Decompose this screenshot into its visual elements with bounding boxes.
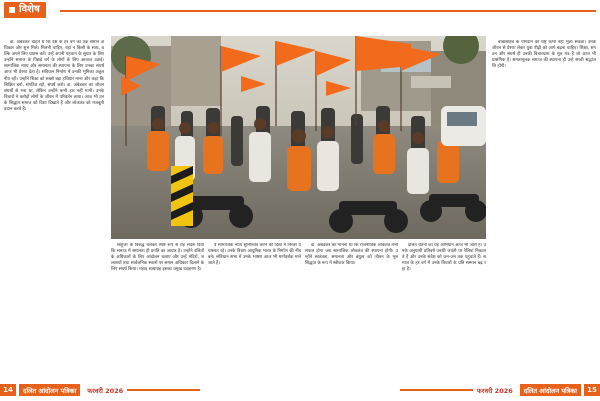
column-1-text: डा. अंबेडकर चाहते थे कि देश के हर वर्ग को एक समान अधिकार और शुभ मिले। मिलनी चाहिए, वहां न किसी के साथ, बल्कि अपने लिए प्रयास करें। उन्हें अपनी पहचान के सुधार के लिए उन्होंने समाज के पिछड़े वर्ग के लोगों के लिए आवाज उठाई। सामाजिक न्याय और समानता की स्थापना के लिए उनका संघर्ष आज भी प्रेरणा देता है। संविधान निर्माण में उनकी भूमिका अतुलनीय रही। उन्होंने शिक्षा को सबसे बड़ा हथियार माना और कहा कि शिक्षित बनो, संगठित रहो, संघर्ष करो। डा. अंबेडकर का जीवन संघर्षों से भरा था, लेकिन उन्होंने कभी हार नहीं मानी। उनके विचारों ने करोड़ों लोगों के जीवन में परिवर्तन लाया। आज भी उनके सिद्धांत समाज को दिशा दिखाते हैं और लोकतंत्र को मजबूती प्रदान करते हैं। (4, 40, 104, 113)
text-column-6 (492, 40, 596, 376)
column-3-text: वे सामाजिक न्याय सुनिश्चित करने की दिशा में निरंतर प्रयासरत रहे। उनके विचार आधुनिक भारत के निर्माण की नींव बने। संविधान सभा में उनके भाषण आज भी मार्गदर्शक माने जाते हैं। (208, 243, 301, 267)
column-4-text: डा. अंबेडकर का मानना था कि राजनीतिक लोकतंत्र तभी सफल होगा जब सामाजिक लोकतंत्र की स्थापना होगी। उन्होंने स्वतंत्रता, समानता और बंधुत्व को जीवन के मूल सिद्धांत के रूप में स्वीकार किया। (305, 243, 398, 267)
page-header (0, 0, 600, 20)
column-6-text: बाबासाहेब के योगदान को राष्ट्र कभी नहीं भुला सकता। उनके जीवन से प्रेरणा लेकर युवा पीढ़ी को आगे बढ़ना चाहिए। शिक्षा, संगठन और संघर्ष ही उनकी विचारधारा के मूल मंत्र हैं जो आज भी प्रासंगिक हैं। समतामूलक समाज की स्थापना ही उन्हें सच्ची श्रद्धांजलि होगी। (492, 40, 596, 70)
footer-left (0, 384, 127, 396)
section-square-icon (9, 7, 15, 13)
column-5-text: दलित चेतना का यह अभियान आज भी जारी है। उनके अनुयायी प्रतिवर्ष उनकी जयंती पर रैलियां निकालते हैं और उनके संदेश को जन-जन तक पहुंचाते हैं। समाज के हर वर्ग में उनके विचारों के प्रति सम्मान बढ़ रहा है। (402, 243, 486, 273)
footer-right (473, 384, 600, 396)
publication-name-left: दलित आंदोलन पत्रिका (19, 384, 80, 396)
text-column-2 (111, 243, 204, 376)
issue-month-left: फरवरी 2026 (83, 384, 127, 396)
issue-month-right: फरवरी 2026 (473, 384, 517, 396)
page-number-right: 15 (584, 384, 600, 396)
page-footer (0, 379, 600, 401)
text-column-4 (305, 243, 398, 376)
rally-photo-illustration (111, 36, 486, 239)
column-2-text: साहूजी के विरुद्ध चलकर स्पष्ट रूप से यह संदेश दिया कि समाज में समानता ही प्रगति का आधार है। उन्होंने दलितों के अधिकारों के लिए आंदोलन चलाए और उन्हें मंदिरों, जलाशयों तथा सार्वजनिक स्थानों पर समान अधिकार दिलाने के लिए संघर्ष किया। महाड़ सत्याग्रह इसका प्रमुख उदाहरण है। (111, 243, 204, 273)
publication-name-right: दलित आंदोलन पत्रिका (520, 384, 581, 396)
section-tab (4, 2, 46, 18)
text-column-1 (4, 40, 104, 376)
page-number-left: 14 (0, 384, 16, 396)
text-column-3 (208, 243, 301, 376)
header-rule (60, 10, 596, 12)
text-column-5 (402, 243, 486, 376)
section-label: विशेष (19, 4, 40, 15)
rally-photo (111, 36, 486, 239)
